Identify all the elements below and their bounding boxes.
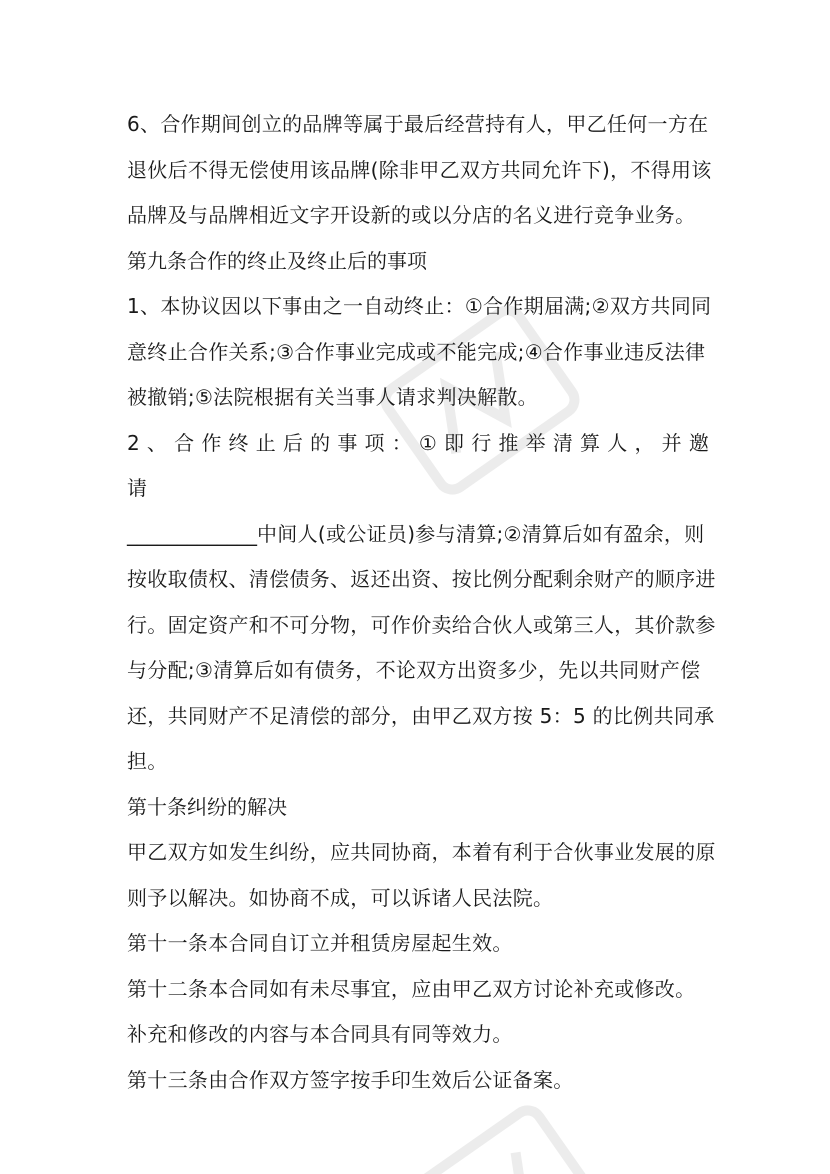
clause-6: 6、合作期间创立的品牌等属于最后经营持有人，甲乙任何一方在退伙后不得无偿使用该品牌(除非甲乙双方共同允许下)，不得用该品牌及与品牌相近文字开设新的或以分店的名义进行竞争业务。 <box>127 112 712 227</box>
article-10-title: 第十条纠纷的解决 <box>127 794 287 819</box>
article-9-title: 第九条合作的终止及终止后的事项 <box>127 248 427 273</box>
article-9-item-2-body <box>127 512 717 785</box>
article-9-item-2-text: 中间人(或公证员)参与清算;②清算后如有盈余，则按收取债权、清偿债务、返还出资、按比例分配剩余财产的顺序进行。固定资产和不可分物，可作价卖给合伙人或第三人，其价款参与分配;③清算后如有债务，不论双方出资多少，先以共同财产偿还，共同财产不足清偿的部分，由甲乙双方按 5：5 的比例共同承担。 <box>127 521 716 773</box>
article-12-line-2: 补充和修改的内容与本合同具有同等效力。 <box>127 1022 513 1046</box>
article-10-body: 甲乙双方如发生纠纷，应共同协商，本着有利于合伙事业发展的原则予以解决。如协商不成，可以诉诸人民法院。 <box>127 840 716 910</box>
document-body <box>127 102 717 1103</box>
article-9-item-1: 1、本协议因以下事由之一自动终止：①合作期届满;②双方共同同意终止合作关系;③合作事业完成或不能完成;④合作事业违反法律被撤销;⑤法院根据有关当事人请求判决解散。 <box>127 294 712 409</box>
article-11: 第十一条本合同自订立并租赁房屋起生效。 <box>127 931 513 955</box>
article-12-line-1: 第十二条本合同如有未尽事宜，应由甲乙双方讨论补充或修改。 <box>127 976 696 1001</box>
blank-line: _____________ <box>127 521 257 546</box>
article-13: 第十三条由合作双方签字按手印生效后公证备案。 <box>127 1067 574 1092</box>
article-9-item-2-line-1: 2、合作终止后的事项：①即行推举清算人，并邀请 <box>127 430 717 500</box>
